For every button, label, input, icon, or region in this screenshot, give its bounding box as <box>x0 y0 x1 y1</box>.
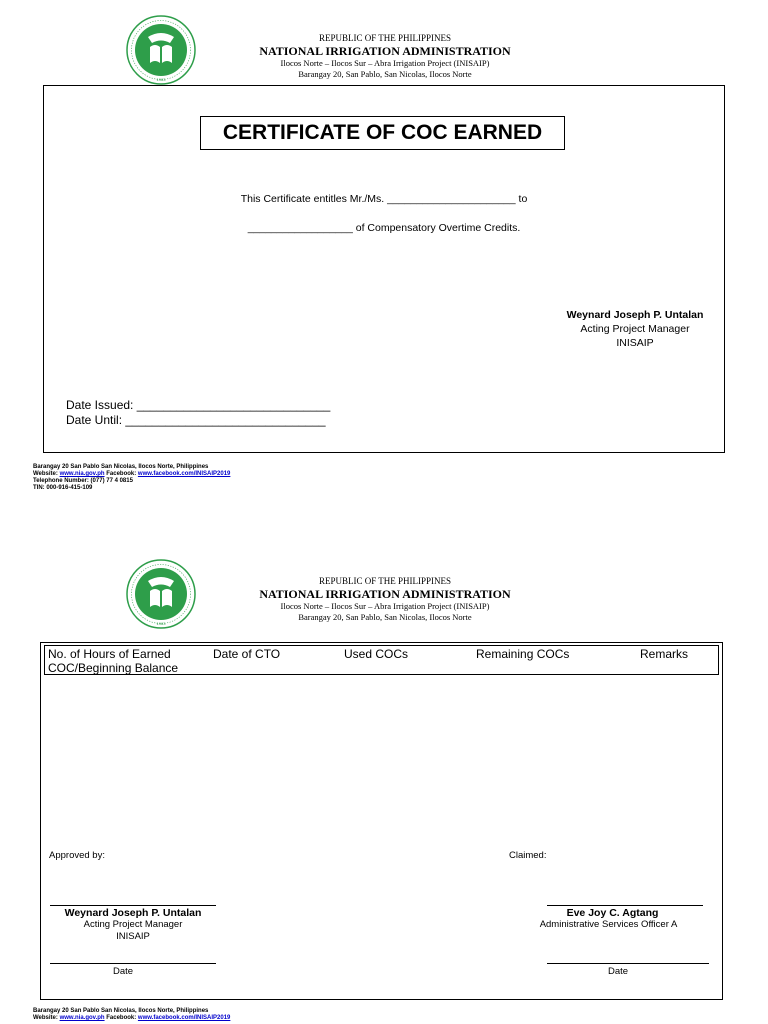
claimant-title: Administrative Services Officer A <box>539 919 678 930</box>
nia-logo <box>126 559 196 629</box>
date-issued: Date Issued: _____________________________ <box>66 398 331 412</box>
claimant-name: Eve Joy C. Agtang <box>566 907 659 919</box>
address-line: Barangay 20, San Pablo, San Nicolas, Ilocos Norte <box>298 612 472 622</box>
signatory-name: Weynard Joseph P. Untalan <box>566 309 704 321</box>
entitlement-line: This Certificate entitles Mr./Ms. ______________________ to <box>240 193 528 205</box>
republic-line: REPUBLIC OF THE PHILIPPINES <box>318 576 452 586</box>
col-remaining-cocs: Remaining COCs <box>476 647 570 661</box>
signatory-office: INISAIP <box>616 337 654 349</box>
approver-title: Acting Project Manager <box>83 919 183 930</box>
letterhead <box>200 576 570 623</box>
col-remarks: Remarks <box>640 647 689 661</box>
col-earned-coc: No. of Hours of Earned COC/Beginning Balance <box>48 647 179 675</box>
footer-contact <box>33 464 230 492</box>
website-link[interactable]: www.nia.gov.ph <box>59 1015 105 1021</box>
approver-office: INISAIP <box>116 931 150 942</box>
date-line <box>547 963 709 964</box>
claimed-label: Claimed: <box>509 850 547 861</box>
approved-by-label: Approved by: <box>49 850 105 861</box>
svg-text:1963: 1963 <box>156 621 166 626</box>
credits-line: __________________ of Compensatory Overtime Credits. <box>247 222 521 234</box>
project-line: Ilocos Norte – Ilocos Sur – Abra Irrigation Project (INISAIP) <box>280 601 490 611</box>
footer-address: Barangay 20 San Pablo San Nicolas, Ilocos Norte, Philippines <box>33 464 209 470</box>
approver-name: Weynard Joseph P. Untalan <box>64 907 202 919</box>
footer-address: Barangay 20 San Pablo San Nicolas, Ilocos Norte, Philippines <box>33 1008 209 1014</box>
signatory-title: Acting Project Manager <box>580 323 690 335</box>
date-line <box>50 963 216 964</box>
signature-line <box>547 905 703 906</box>
letterhead <box>200 33 570 80</box>
approver-date-label: Date <box>112 966 134 977</box>
footer-web-line: Website: www.nia.gov.ph Facebook: www.facebook.com/INISAIP2019 <box>33 471 231 477</box>
facebook-link[interactable]: www.facebook.com/INISAIP2019 <box>137 471 231 477</box>
col-used-cocs: Used COCs <box>344 647 409 661</box>
agency-name: NATIONAL IRRIGATION ADMINISTRATION <box>259 44 511 58</box>
certificate-title: CERTIFICATE OF COC EARNED <box>200 116 565 150</box>
certificate-signatory <box>540 308 730 350</box>
facebook-link[interactable]: www.facebook.com/INISAIP2019 <box>137 1015 231 1021</box>
coc-ledger-frame <box>40 642 723 1000</box>
footer-web-line: Website: www.nia.gov.ph Facebook: www.facebook.com/INISAIP2019 <box>33 1015 231 1021</box>
svg-text:1963: 1963 <box>156 77 166 82</box>
claimant-date-label: Date <box>607 966 629 977</box>
project-line: Ilocos Norte – Ilocos Sur – Abra Irrigation Project (INISAIP) <box>280 58 490 68</box>
republic-line: REPUBLIC OF THE PHILIPPINES <box>318 33 452 43</box>
footer-contact <box>33 1008 230 1022</box>
col-date-of-cto: Date of CTO <box>213 647 281 661</box>
approver-signature <box>50 907 216 943</box>
date-fields <box>66 398 330 428</box>
nia-logo <box>126 15 196 85</box>
agency-name: NATIONAL IRRIGATION ADMINISTRATION <box>259 587 511 601</box>
footer-tin: TIN: 000-916-415-109 <box>33 485 93 491</box>
address-line: Barangay 20, San Pablo, San Nicolas, Ilocos Norte <box>298 69 472 79</box>
signature-line <box>50 905 216 906</box>
footer-telephone: Telephone Number: (077) 77 4 0815 <box>33 478 133 484</box>
claimant-signature <box>540 907 685 931</box>
date-until: Date Until: ______________________________ <box>66 413 326 427</box>
website-link[interactable]: www.nia.gov.ph <box>59 471 105 477</box>
